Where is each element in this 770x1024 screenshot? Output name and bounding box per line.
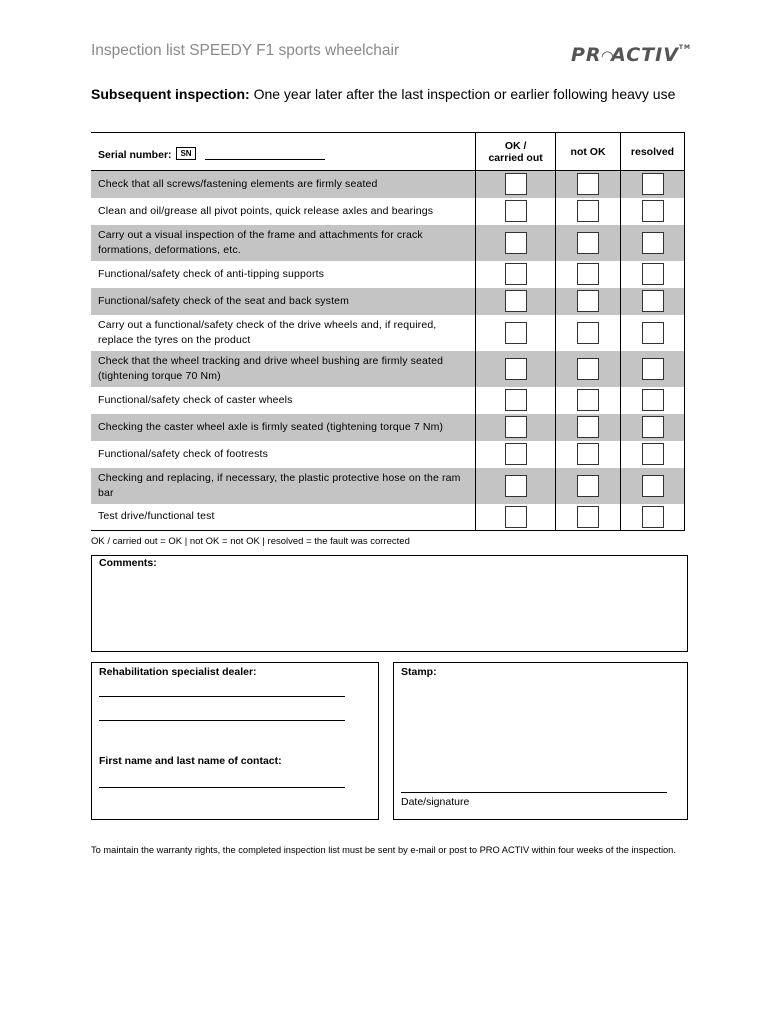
dealer-line-2[interactable]: [99, 720, 345, 721]
not-ok-checkbox[interactable]: [577, 506, 599, 528]
table-row: [91, 198, 685, 225]
ok-checkbox-cell: [476, 414, 556, 441]
resolved-checkbox[interactable]: [642, 416, 664, 438]
resolved-checkbox-cell: [621, 504, 685, 531]
inspection-task: Test drive/functional test: [91, 504, 476, 531]
ok-checkbox-cell: [476, 288, 556, 315]
warranty-footnote: To maintain the warranty rights, the completed inspection list must be sent by e-mail or post to PRO ACTIV within four weeks of the inspection.: [91, 845, 676, 855]
ok-checkbox-cell: [476, 387, 556, 414]
date-signature-label: Date/signature: [401, 796, 470, 808]
stamp-label: Stamp:: [401, 666, 437, 678]
table-row: [91, 504, 685, 531]
not-ok-checkbox[interactable]: [577, 200, 599, 222]
resolved-checkbox[interactable]: [642, 200, 664, 222]
resolved-checkbox[interactable]: [642, 290, 664, 312]
not-ok-checkbox-cell: [556, 315, 621, 351]
not-ok-checkbox-cell: [556, 387, 621, 414]
ok-checkbox[interactable]: [505, 358, 527, 380]
resolved-checkbox-cell: [621, 198, 685, 225]
document-title: Inspection list SPEEDY F1 sports wheelchair: [91, 42, 400, 59]
ok-checkbox-cell: [476, 441, 556, 468]
ok-checkbox-cell: [476, 504, 556, 531]
column-not-ok: not OK: [556, 133, 621, 171]
signature-line[interactable]: [401, 792, 667, 793]
inspection-task: Clean and oil/grease all pivot points, quick release axles and bearings: [98, 204, 434, 217]
not-ok-checkbox-cell: [556, 225, 621, 261]
serial-number-label: Serial number:: [98, 148, 172, 161]
ok-checkbox-cell: [476, 261, 556, 288]
inspection-task: Functional/safety check of anti-tipping supports: [98, 267, 325, 280]
table-header-row: [91, 133, 685, 171]
ok-checkbox[interactable]: [505, 232, 527, 254]
subtitle-heading: Subsequent inspection:: [91, 86, 250, 102]
contact-name-line[interactable]: [99, 787, 345, 788]
not-ok-checkbox-cell: [556, 441, 621, 468]
not-ok-checkbox[interactable]: [577, 389, 599, 411]
resolved-checkbox[interactable]: [642, 232, 664, 254]
inspection-subtitle: [91, 85, 681, 104]
resolved-checkbox-cell: [621, 351, 685, 387]
contact-label: First name and last name of contact:: [99, 755, 282, 767]
ok-checkbox[interactable]: [505, 290, 527, 312]
inspection-task: Checking and replacing, if necessary, the plastic protective hose on the ram bar: [91, 468, 476, 504]
not-ok-checkbox-cell: [556, 351, 621, 387]
resolved-checkbox-cell: [621, 288, 685, 315]
inspection-task: Functional/safety check of caster wheels: [98, 393, 293, 406]
column-ok-line2: carried out: [488, 151, 543, 164]
resolved-checkbox[interactable]: [642, 506, 664, 528]
resolved-checkbox-cell: [621, 171, 685, 198]
not-ok-checkbox-cell: [556, 261, 621, 288]
column-ok-carried-out: [476, 133, 556, 171]
resolved-checkbox[interactable]: [642, 322, 664, 344]
not-ok-checkbox-cell: [556, 504, 621, 531]
table-row: [91, 315, 685, 351]
dealer-box: [91, 662, 379, 820]
not-ok-checkbox[interactable]: [577, 322, 599, 344]
legend-text: OK / carried out = OK | not OK = not OK | resolved = the fault was corrected: [91, 536, 410, 547]
ok-checkbox-cell: [476, 225, 556, 261]
resolved-checkbox[interactable]: [642, 358, 664, 380]
ok-checkbox-cell: [476, 315, 556, 351]
not-ok-checkbox[interactable]: [577, 416, 599, 438]
table-row: [91, 414, 685, 441]
dealer-label: Rehabilitation specialist dealer:: [99, 666, 257, 678]
table-row: [91, 171, 685, 198]
ok-checkbox[interactable]: [505, 200, 527, 222]
table-row: [91, 441, 685, 468]
logo-wordmark: PR◠ACTIV: [571, 44, 679, 66]
inspection-task: Carry out a visual inspection of the frame and attachments for crack formations, deformations, etc.: [91, 225, 476, 261]
not-ok-checkbox[interactable]: [577, 232, 599, 254]
ok-checkbox-cell: [476, 198, 556, 225]
inspection-task: Functional/safety check of footrests: [98, 447, 268, 460]
table-row: [91, 288, 685, 315]
resolved-checkbox[interactable]: [642, 263, 664, 285]
inspection-task: Check that all screws/fastening elements are firmly seated: [91, 171, 476, 198]
ok-checkbox[interactable]: [505, 416, 527, 438]
ok-checkbox-cell: [476, 171, 556, 198]
not-ok-checkbox[interactable]: [577, 443, 599, 465]
ok-checkbox-cell: [476, 468, 556, 504]
inspection-task: Functional/safety check of the seat and back system: [91, 288, 476, 315]
ok-checkbox[interactable]: [505, 506, 527, 528]
not-ok-checkbox[interactable]: [577, 358, 599, 380]
inspection-task: Checking the caster wheel axle is firmly seated (tightening torque 7 Nm): [91, 414, 476, 441]
proactiv-logo: PR◠ACTIV™: [571, 44, 691, 66]
ok-checkbox[interactable]: [505, 389, 527, 411]
table-row: [91, 351, 685, 387]
not-ok-checkbox-cell: [556, 198, 621, 225]
comments-label: Comments:: [99, 557, 157, 569]
ok-checkbox[interactable]: [505, 443, 527, 465]
not-ok-checkbox-cell: [556, 414, 621, 441]
resolved-checkbox-cell: [621, 225, 685, 261]
table-row: [91, 468, 685, 504]
resolved-checkbox-cell: [621, 441, 685, 468]
resolved-checkbox-cell: [621, 387, 685, 414]
dealer-line-1[interactable]: [99, 696, 345, 697]
column-ok-line1: OK /: [504, 139, 527, 152]
ok-checkbox[interactable]: [505, 475, 527, 497]
not-ok-checkbox[interactable]: [577, 263, 599, 285]
inspection-task: Carry out a functional/safety check of the drive wheels and, if required, replace the tyres on the product: [98, 318, 437, 346]
resolved-checkbox[interactable]: [642, 173, 664, 195]
stamp-box: [393, 662, 688, 820]
inspection-checklist-table: [91, 132, 685, 531]
serial-number-cell: [91, 133, 476, 171]
page-header: [91, 42, 691, 72]
table-row: [91, 387, 685, 414]
sn-badge: SN: [176, 147, 195, 160]
not-ok-checkbox[interactable]: [577, 290, 599, 312]
resolved-checkbox-cell: [621, 261, 685, 288]
inspection-task: Check that the wheel tracking and drive wheel bushing are firmly seated (tightening torque 70 Nm): [91, 351, 476, 387]
ok-checkbox-cell: [476, 351, 556, 387]
table-row: [91, 261, 685, 288]
serial-number-field[interactable]: [205, 159, 325, 160]
not-ok-checkbox-cell: [556, 468, 621, 504]
resolved-checkbox[interactable]: [642, 475, 664, 497]
not-ok-checkbox-cell: [556, 288, 621, 315]
column-resolved: resolved: [621, 133, 685, 171]
resolved-checkbox-cell: [621, 468, 685, 504]
comments-box[interactable]: [91, 555, 688, 652]
not-ok-checkbox[interactable]: [577, 173, 599, 195]
ok-checkbox[interactable]: [505, 322, 527, 344]
resolved-checkbox[interactable]: [642, 443, 664, 465]
resolved-checkbox-cell: [621, 315, 685, 351]
not-ok-checkbox-cell: [556, 171, 621, 198]
table-row: [91, 225, 685, 261]
ok-checkbox[interactable]: [505, 173, 527, 195]
ok-checkbox[interactable]: [505, 263, 527, 285]
subtitle-text: One year later after the last inspection or earlier following heavy use: [249, 86, 676, 102]
resolved-checkbox[interactable]: [642, 389, 664, 411]
resolved-checkbox-cell: [621, 414, 685, 441]
not-ok-checkbox[interactable]: [577, 475, 599, 497]
